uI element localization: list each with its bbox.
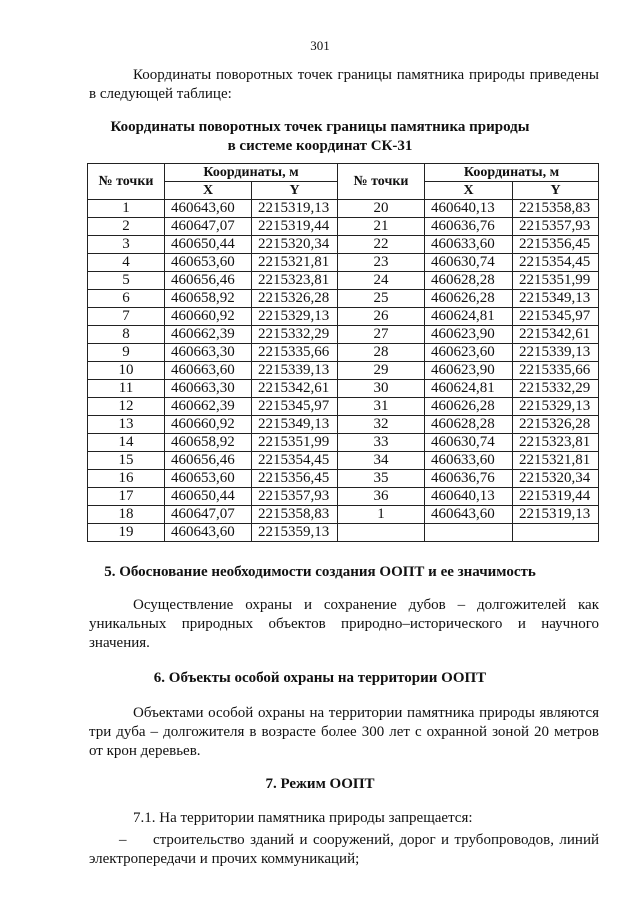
table-row — [88, 398, 599, 416]
table-row — [88, 362, 599, 380]
y-coordinate-cell: 2215349,13 — [252, 416, 338, 434]
header-coords-left: Координаты, м — [165, 164, 338, 182]
y-coordinate-cell: 2215342,61 — [513, 326, 599, 344]
page-number: 301 — [310, 38, 330, 53]
y-coordinate-cell: 2215332,29 — [513, 380, 599, 398]
point-number-cell: 2 — [88, 218, 165, 236]
point-number-cell: 16 — [88, 470, 165, 488]
x-coordinate-cell: 460640,13 — [425, 488, 513, 506]
x-coordinate-cell: 460636,76 — [425, 470, 513, 488]
point-number-cell: 9 — [88, 344, 165, 362]
point-number-cell: 11 — [88, 380, 165, 398]
y-coordinate-cell: 2215321,81 — [513, 452, 599, 470]
y-coordinate-cell: 2215326,28 — [252, 290, 338, 308]
y-coordinate-cell: 2215349,13 — [513, 290, 599, 308]
header-point-number-left: № точки — [88, 164, 165, 200]
table-row — [88, 290, 599, 308]
table-row — [88, 200, 599, 218]
x-coordinate-cell: 460658,92 — [165, 290, 252, 308]
point-number-cell: 27 — [338, 326, 425, 344]
table-title-line-2: в системе координат СК-31 — [227, 138, 413, 154]
x-coordinate-cell: 460647,07 — [165, 218, 252, 236]
y-coordinate-cell: 2215339,13 — [252, 362, 338, 380]
y-coordinate-cell: 2215329,13 — [252, 308, 338, 326]
x-coordinate-cell: 460663,30 — [165, 380, 252, 398]
table-row — [88, 452, 599, 470]
x-coordinate-cell: 460653,60 — [165, 470, 252, 488]
x-coordinate-cell: 460650,44 — [165, 488, 252, 506]
x-coordinate-cell: 460663,60 — [165, 362, 252, 380]
point-number-cell: 30 — [338, 380, 425, 398]
table-row — [88, 434, 599, 452]
header-y-right: Y — [513, 182, 599, 200]
table-row — [88, 254, 599, 272]
table-body — [88, 200, 599, 542]
point-number-cell: 26 — [338, 308, 425, 326]
y-coordinate-cell: 2215351,99 — [252, 434, 338, 452]
x-coordinate-cell: 460658,92 — [165, 434, 252, 452]
point-number-cell: 32 — [338, 416, 425, 434]
x-coordinate-cell: 460628,28 — [425, 272, 513, 290]
header-coords-right: Координаты, м — [425, 164, 599, 182]
x-coordinate-cell: 460623,90 — [425, 362, 513, 380]
x-coordinate-cell — [425, 524, 513, 542]
y-coordinate-cell: 2215323,81 — [513, 434, 599, 452]
table-header-row — [88, 164, 599, 182]
table-title-line-1: Координаты поворотных точек границы памятника природы — [110, 119, 530, 135]
point-number-cell: 14 — [88, 434, 165, 452]
point-number-cell: 19 — [88, 524, 165, 542]
point-number-cell: 13 — [88, 416, 165, 434]
point-number-cell: 3 — [88, 236, 165, 254]
y-coordinate-cell: 2215354,45 — [252, 452, 338, 470]
x-coordinate-cell: 460633,60 — [425, 452, 513, 470]
y-coordinate-cell: 2215358,83 — [252, 506, 338, 524]
point-number-cell: 12 — [88, 398, 165, 416]
y-coordinate-cell: 2215335,66 — [252, 344, 338, 362]
point-number-cell: 15 — [88, 452, 165, 470]
section-7-text: 7.1. На территории памятника природы запрещается: — [133, 810, 473, 826]
point-number-cell: 34 — [338, 452, 425, 470]
table-row — [88, 344, 599, 362]
x-coordinate-cell: 460623,60 — [425, 344, 513, 362]
y-coordinate-cell: 2215326,28 — [513, 416, 599, 434]
point-number-cell: 33 — [338, 434, 425, 452]
point-number-cell: 24 — [338, 272, 425, 290]
table-row — [88, 524, 599, 542]
x-coordinate-cell: 460647,07 — [165, 506, 252, 524]
header-y-left: Y — [252, 182, 338, 200]
point-number-cell: 28 — [338, 344, 425, 362]
point-number-cell: 1 — [88, 200, 165, 218]
x-coordinate-cell: 460653,60 — [165, 254, 252, 272]
y-coordinate-cell: 2215321,81 — [252, 254, 338, 272]
x-coordinate-cell: 460636,76 — [425, 218, 513, 236]
x-coordinate-cell: 460662,39 — [165, 398, 252, 416]
section-5-heading: 5. Обоснование необходимости создания ООПТ и ее значимость — [104, 564, 536, 580]
x-coordinate-cell: 460643,60 — [165, 200, 252, 218]
section-5-text: Осуществление охраны и сохранение дубов – долгожителей как уникальных природных объектов природно–исторического и научного значения. — [89, 597, 599, 651]
point-number-cell: 7 — [88, 308, 165, 326]
header-x-left: X — [165, 182, 252, 200]
x-coordinate-cell: 460624,81 — [425, 308, 513, 326]
x-coordinate-cell: 460630,74 — [425, 254, 513, 272]
table-row — [88, 326, 599, 344]
y-coordinate-cell: 2215320,34 — [252, 236, 338, 254]
y-coordinate-cell: 2215358,83 — [513, 200, 599, 218]
table-row — [88, 488, 599, 506]
x-coordinate-cell: 460623,90 — [425, 326, 513, 344]
point-number-cell: 23 — [338, 254, 425, 272]
header-point-number-right: № точки — [338, 164, 425, 200]
y-coordinate-cell: 2215335,66 — [513, 362, 599, 380]
x-coordinate-cell: 460662,39 — [165, 326, 252, 344]
y-coordinate-cell: 2215354,45 — [513, 254, 599, 272]
y-coordinate-cell: 2215319,44 — [513, 488, 599, 506]
x-coordinate-cell: 460640,13 — [425, 200, 513, 218]
point-number-cell: 5 — [88, 272, 165, 290]
x-coordinate-cell: 460628,28 — [425, 416, 513, 434]
point-number-cell: 1 — [338, 506, 425, 524]
point-number-cell: 36 — [338, 488, 425, 506]
x-coordinate-cell: 460650,44 — [165, 236, 252, 254]
y-coordinate-cell: 2215319,44 — [252, 218, 338, 236]
x-coordinate-cell: 460624,81 — [425, 380, 513, 398]
y-coordinate-cell: 2215320,34 — [513, 470, 599, 488]
point-number-cell: 25 — [338, 290, 425, 308]
y-coordinate-cell — [513, 524, 599, 542]
x-coordinate-cell: 460660,92 — [165, 416, 252, 434]
section-6-heading: 6. Объекты особой охраны на территории ООПТ — [153, 670, 487, 686]
y-coordinate-cell: 2215356,45 — [513, 236, 599, 254]
point-number-cell: 29 — [338, 362, 425, 380]
y-coordinate-cell: 2215357,93 — [252, 488, 338, 506]
point-number-cell: 31 — [338, 398, 425, 416]
y-coordinate-cell: 2215323,81 — [252, 272, 338, 290]
point-number-cell: 8 — [88, 326, 165, 344]
point-number-cell: 4 — [88, 254, 165, 272]
y-coordinate-cell: 2215357,93 — [513, 218, 599, 236]
x-coordinate-cell: 460660,92 — [165, 308, 252, 326]
y-coordinate-cell: 2215342,61 — [252, 380, 338, 398]
y-coordinate-cell: 2215339,13 — [513, 344, 599, 362]
point-number-cell: 35 — [338, 470, 425, 488]
y-coordinate-cell: 2215319,13 — [252, 200, 338, 218]
x-coordinate-cell: 460656,46 — [165, 452, 252, 470]
table-row — [88, 308, 599, 326]
x-coordinate-cell: 460643,60 — [425, 506, 513, 524]
table-row — [88, 506, 599, 524]
table-row — [88, 470, 599, 488]
point-number-cell: 22 — [338, 236, 425, 254]
x-coordinate-cell: 460626,28 — [425, 398, 513, 416]
x-coordinate-cell: 460663,30 — [165, 344, 252, 362]
table-row — [88, 272, 599, 290]
table-row — [88, 380, 599, 398]
y-coordinate-cell: 2215329,13 — [513, 398, 599, 416]
x-coordinate-cell: 460633,60 — [425, 236, 513, 254]
y-coordinate-cell: 2215351,99 — [513, 272, 599, 290]
point-number-cell: 20 — [338, 200, 425, 218]
x-coordinate-cell: 460626,28 — [425, 290, 513, 308]
x-coordinate-cell: 460656,46 — [165, 272, 252, 290]
table-row — [88, 416, 599, 434]
point-number-cell: 18 — [88, 506, 165, 524]
header-x-right: X — [425, 182, 513, 200]
y-coordinate-cell: 2215332,29 — [252, 326, 338, 344]
table-row — [88, 236, 599, 254]
intro-paragraph: Координаты поворотных точек границы памятника природы приведены в следующей таблице: — [89, 67, 599, 102]
y-coordinate-cell: 2215319,13 — [513, 506, 599, 524]
list-dash: – — [119, 832, 127, 848]
point-number-cell: 6 — [88, 290, 165, 308]
point-number-cell — [338, 524, 425, 542]
coordinates-table — [87, 163, 599, 542]
point-number-cell: 10 — [88, 362, 165, 380]
y-coordinate-cell: 2215356,45 — [252, 470, 338, 488]
list-item-text: строительство зданий и сооружений, дорог и трубопроводов, линий электропередачи и прочих коммуникаций; — [89, 832, 599, 867]
y-coordinate-cell: 2215359,13 — [252, 524, 338, 542]
x-coordinate-cell: 460630,74 — [425, 434, 513, 452]
y-coordinate-cell: 2215345,97 — [513, 308, 599, 326]
section-7-list-item-1 — [89, 831, 599, 869]
point-number-cell: 21 — [338, 218, 425, 236]
section-6-text: Объектами особой охраны на территории памятника природы являются три дуба – долгожителя в возрасте более 300 лет с охранной зоной 20 метров от крон деревьев. — [89, 705, 599, 759]
point-number-cell: 17 — [88, 488, 165, 506]
table-title — [0, 118, 640, 156]
y-coordinate-cell: 2215345,97 — [252, 398, 338, 416]
table-row — [88, 218, 599, 236]
section-7-heading: 7. Режим ООПТ — [265, 776, 375, 792]
x-coordinate-cell: 460643,60 — [165, 524, 252, 542]
